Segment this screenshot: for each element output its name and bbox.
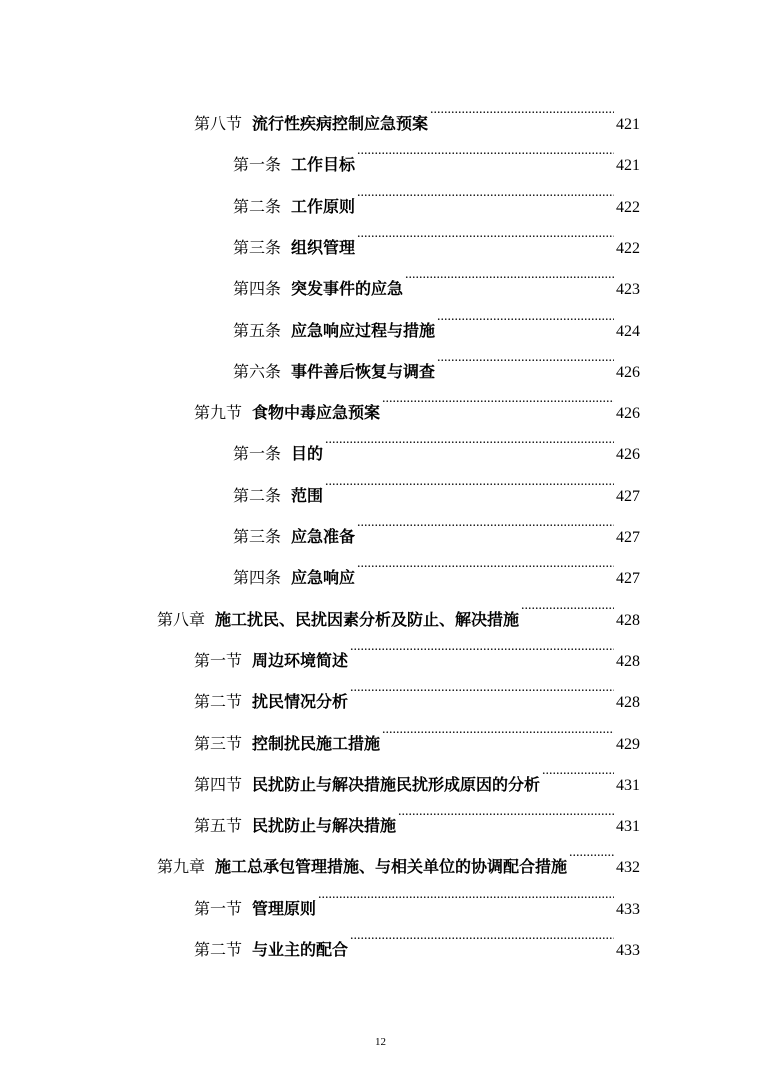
toc-entry-page: 427	[616, 570, 640, 588]
toc-entry-page: 426	[616, 446, 640, 464]
toc-entry[interactable]	[194, 791, 640, 836]
toc-entry-page: 428	[616, 652, 640, 670]
toc-leader-dots	[357, 543, 614, 583]
toc-entry[interactable]	[194, 667, 640, 712]
toc-entry-number: 第五节	[194, 816, 243, 836]
toc-entry-page: 424	[616, 322, 640, 340]
toc-entry-title: 扰民情况分析	[252, 692, 349, 712]
toc-entry-page: 427	[616, 529, 640, 546]
toc-entry-title: 突发事件的应急	[291, 279, 404, 299]
toc-entry-page: 433	[616, 900, 640, 918]
toc-entry[interactable]	[194, 915, 640, 959]
toc-entry-title: 工作目标	[291, 155, 356, 175]
page-number: 12	[375, 1036, 386, 1048]
toc-entry[interactable]	[194, 626, 640, 670]
toc-entry-page: 429	[616, 735, 640, 753]
toc-entry-number: 第一条	[233, 155, 282, 175]
toc-entry-number: 第四条	[233, 279, 282, 299]
toc-entry-title: 应急响应	[291, 568, 356, 588]
toc-entry-number: 第四条	[233, 568, 282, 588]
toc-entry-title: 控制扰民施工措施	[252, 733, 381, 753]
toc-leader-dots	[357, 172, 614, 212]
toc-entry[interactable]	[157, 585, 640, 629]
toc-entry-title: 周边环境简述	[252, 650, 349, 670]
toc-entry-title: 与业主的配合	[252, 940, 349, 959]
toc-entry[interactable]	[194, 378, 640, 423]
toc-entry-page: 431	[616, 776, 640, 794]
toc-entry-title: 事件善后恢复与调查	[291, 361, 436, 381]
toc-entry[interactable]	[233, 254, 640, 299]
toc-entry-number: 第三条	[233, 237, 282, 257]
toc-entry-number: 第六条	[233, 361, 282, 381]
toc-entry-page: 428	[616, 694, 640, 712]
toc-entry-page: 426	[616, 363, 640, 381]
toc-entry-number: 第三节	[194, 733, 243, 753]
toc-entry-number: 第二条	[233, 485, 282, 505]
toc-entry-number: 第八节	[194, 114, 243, 133]
toc-entry-number: 第五条	[233, 320, 282, 340]
toc-entry-number: 第一节	[194, 898, 243, 918]
toc-entry-page: 422	[616, 239, 640, 257]
toc-entry[interactable]	[233, 461, 640, 505]
toc-entry-number: 第二条	[233, 196, 282, 216]
toc-entry-page: 422	[616, 198, 640, 216]
toc-leader-dots	[542, 750, 614, 790]
toc-entry-number: 第九节	[194, 403, 243, 423]
toc-entry-title: 范围	[291, 485, 324, 505]
toc-entry-title: 应急准备	[291, 527, 356, 546]
toc-entry-number: 第一节	[194, 650, 243, 670]
toc-leader-dots	[325, 461, 614, 501]
toc-leader-dots	[357, 502, 614, 542]
toc-entry-number: 第九章	[157, 857, 206, 877]
toc-entry-number: 第二节	[194, 940, 243, 959]
toc-entry[interactable]	[194, 750, 640, 794]
toc-leader-dots	[350, 667, 614, 707]
toc-entry-number: 第二节	[194, 692, 243, 712]
toc-leader-dots	[405, 254, 614, 294]
toc-entry-title: 应急响应过程与措施	[291, 320, 436, 340]
toc-entry[interactable]	[233, 337, 640, 381]
toc-entry[interactable]	[194, 874, 640, 918]
toc-entry[interactable]	[233, 172, 640, 216]
toc-leader-dots	[430, 89, 614, 129]
toc-entry[interactable]	[194, 89, 640, 133]
toc-entry[interactable]	[233, 502, 640, 546]
toc-leader-dots	[437, 296, 614, 336]
toc-leader-dots	[325, 419, 614, 459]
toc-entry-page: 421	[616, 157, 640, 175]
toc-entry-page: 428	[616, 611, 640, 629]
toc-leader-dots	[357, 213, 614, 253]
toc-entry[interactable]	[233, 130, 640, 175]
toc-leader-dots	[357, 130, 614, 170]
toc-entry-page: 423	[616, 281, 640, 299]
toc-leader-dots	[437, 337, 614, 377]
toc-entry-number: 第三条	[233, 527, 282, 546]
toc-entry-number: 第八章	[157, 609, 206, 629]
toc-entry-title: 施工总承包管理措施、与相关单位的协调配合措施	[215, 857, 568, 877]
toc-entry[interactable]	[233, 419, 640, 464]
toc-leader-dots	[382, 709, 614, 749]
toc-entry-title: 组织管理	[291, 237, 356, 257]
toc-entry-title: 民扰防止与解决措施民扰形成原因的分析	[252, 774, 541, 794]
toc-entry[interactable]	[194, 709, 640, 753]
toc-entry-title: 民扰防止与解决措施	[252, 816, 397, 836]
toc-entry-title: 目的	[291, 444, 324, 464]
toc-leader-dots	[382, 378, 614, 418]
toc-entry-title: 施工扰民、民扰因素分析及防止、解决措施	[215, 609, 520, 629]
toc-entry[interactable]	[157, 832, 640, 877]
toc-leader-dots	[350, 915, 614, 955]
toc-entry-page: 421	[616, 116, 640, 133]
toc-entry-page: 433	[616, 942, 640, 959]
toc-entry-page: 431	[616, 818, 640, 836]
toc-leader-dots	[350, 626, 614, 666]
toc-entry-title: 流行性疾病控制应急预案	[252, 114, 429, 133]
toc-entry-page: 432	[616, 859, 640, 877]
toc-leader-dots	[318, 874, 614, 914]
toc-entry-number: 第一条	[233, 444, 282, 464]
toc-entry[interactable]	[233, 213, 640, 257]
toc-entry-number: 第四节	[194, 774, 243, 794]
toc-entry[interactable]	[233, 543, 640, 588]
toc-leader-dots	[398, 791, 614, 831]
toc-entry-title: 管理原则	[252, 898, 317, 918]
toc-leader-dots	[521, 585, 614, 625]
toc-entry[interactable]	[233, 296, 640, 340]
toc-entry-page: 426	[616, 405, 640, 423]
toc-entry-page: 427	[616, 487, 640, 505]
toc-leader-dots	[569, 832, 614, 872]
toc-entry-title: 工作原则	[291, 196, 356, 216]
toc-entry-title: 食物中毒应急预案	[252, 403, 381, 423]
